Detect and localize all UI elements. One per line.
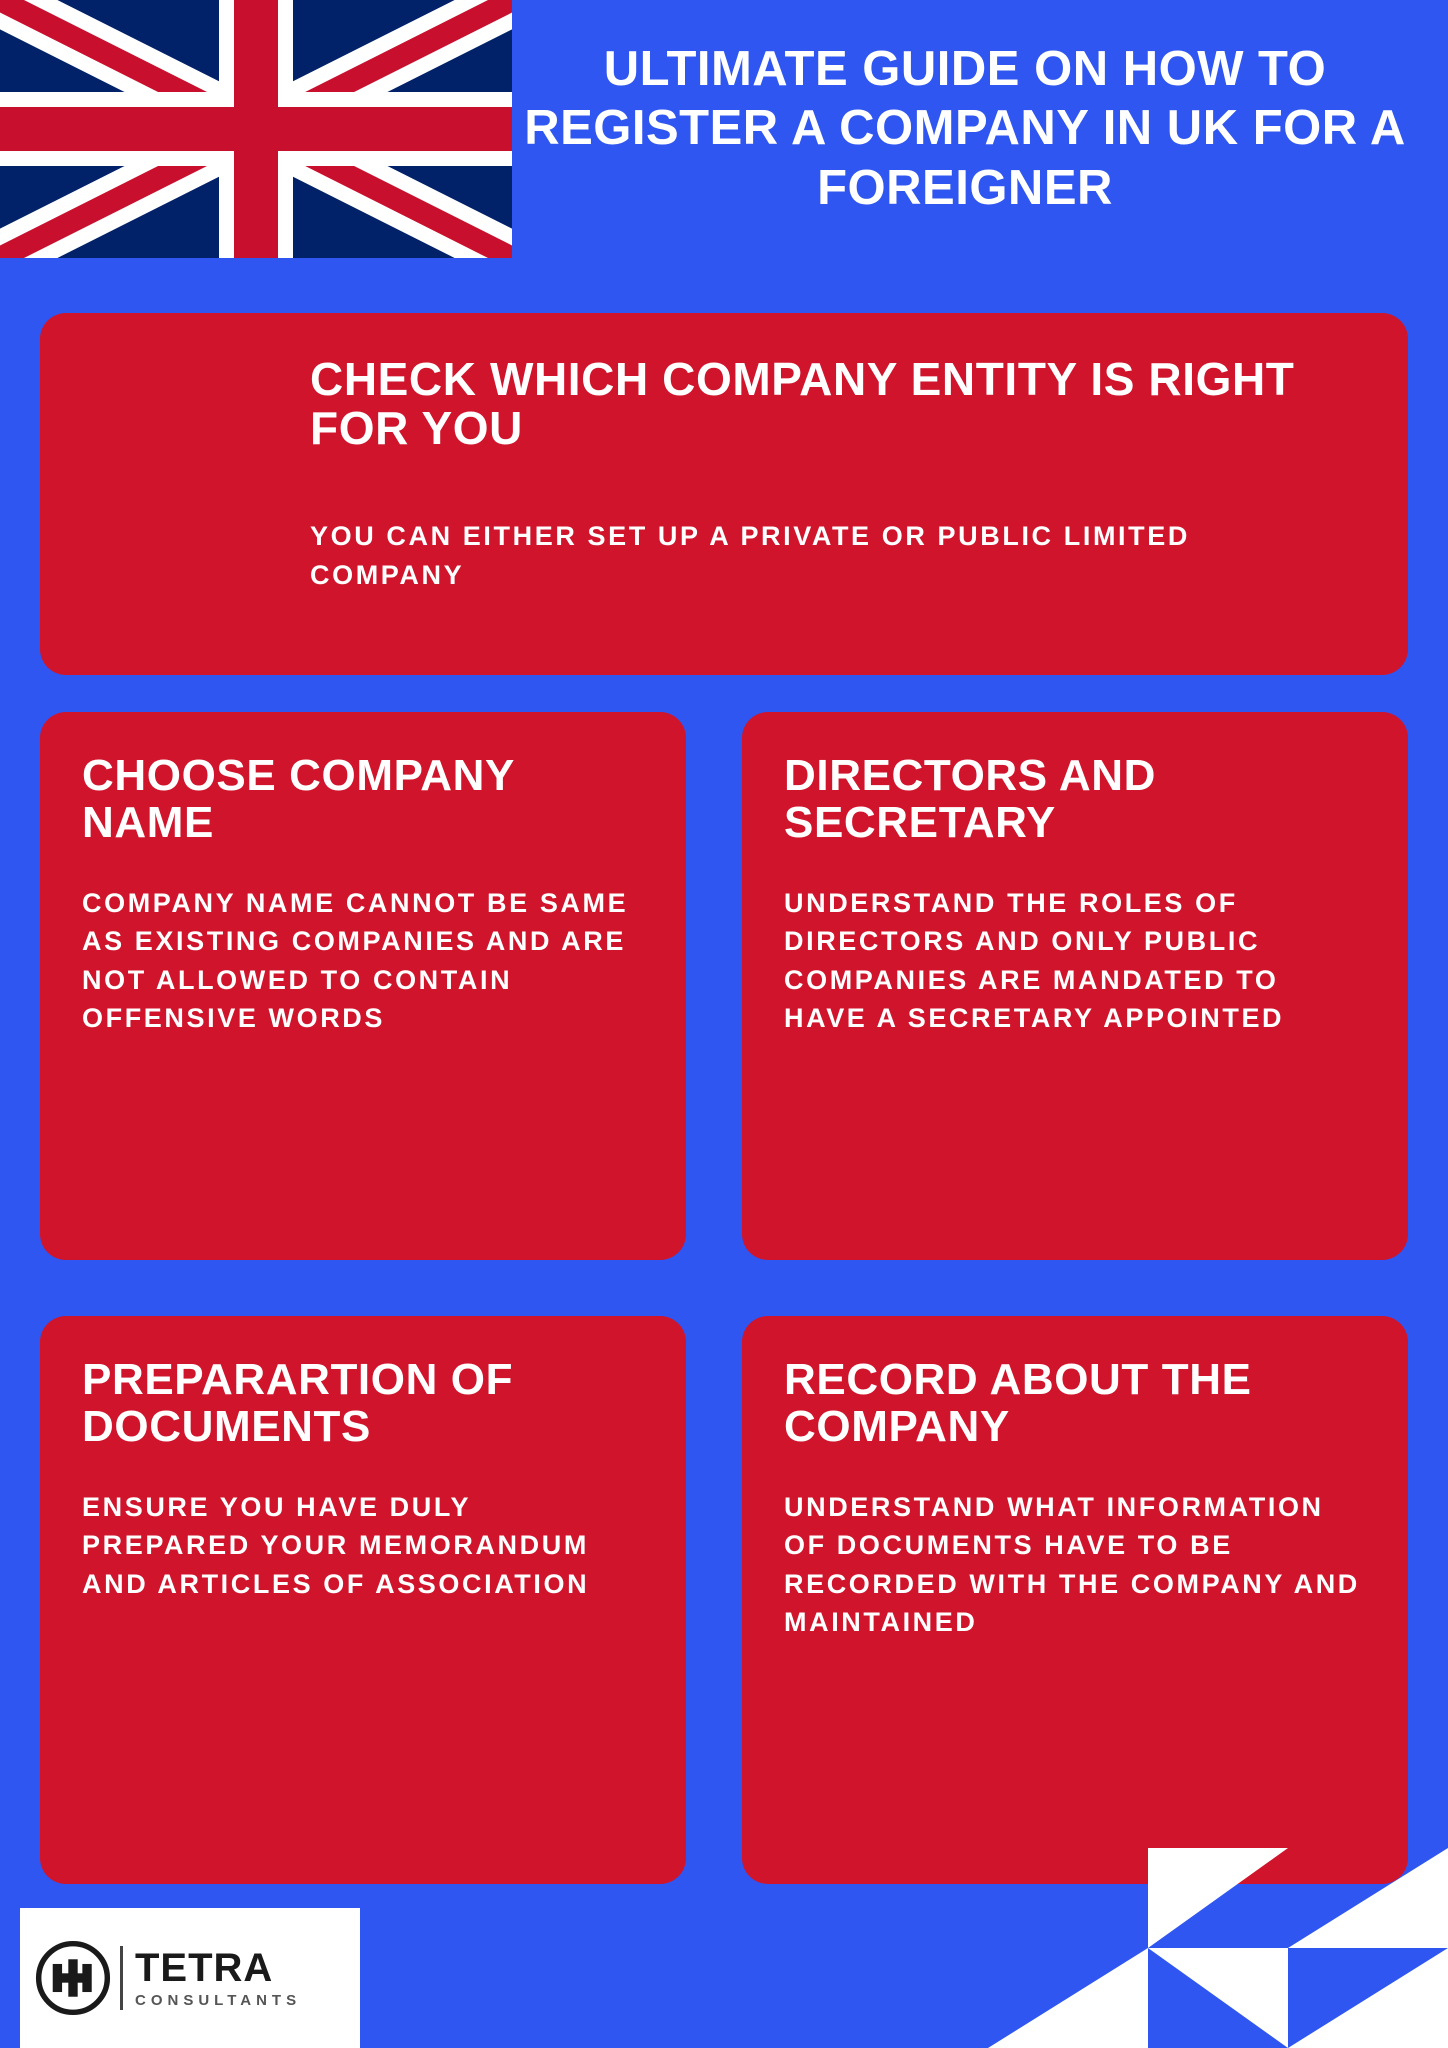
card-title: RECORD ABOUT THE COMPANY — [784, 1355, 1252, 1452]
card-title: CHOOSE COMPANY NAME — [82, 751, 515, 848]
card-title: DIRECTORS AND SECRETARY — [784, 751, 1157, 848]
card-record-about-the-company — [742, 1316, 1408, 1884]
card-title: PREPARARTION OF DOCUMENTS — [82, 1355, 514, 1452]
card-title: CHECK WHICH COMPANY ENTITY IS RIGHT FOR YOU — [310, 353, 1295, 455]
triangles-decoration-icon — [988, 1848, 1448, 2048]
card-preparation-of-documents — [40, 1316, 686, 1884]
logo-name: TETRA — [135, 1946, 274, 1990]
card-body: COMPANY NAME CANNOT BE SAME AS EXISTING COMPANIES AND ARE NOT ALLOWED TO CONTAIN OFFENSIVE WORDS — [82, 888, 629, 1034]
logo-subtitle: CONSULTANTS — [135, 1992, 302, 2009]
card-body: UNDERSTAND THE ROLES OF DIRECTORS AND ONLY PUBLIC COMPANIES ARE MANDATED TO HAVE A SECRETARY APPOINTED — [784, 888, 1285, 1034]
uk-flag-icon — [0, 0, 512, 258]
logo-divider — [120, 1946, 123, 2010]
page-title: ULTIMATE GUIDE ON HOW TO REGISTER A COMPANY IN UK FOR A FOREIGNER — [524, 42, 1406, 215]
logo — [20, 1908, 360, 2048]
card-choose-company-name — [40, 712, 686, 1260]
card-body: ENSURE YOU HAVE DULY PREPARED YOUR MEMORANDUM AND ARTICLES OF ASSOCIATION — [82, 1492, 590, 1599]
card-body: YOU CAN EITHER SET UP A PRIVATE OR PUBLIC LIMITED COMPANY — [310, 521, 1190, 590]
card-body: UNDERSTAND WHAT INFORMATION OF DOCUMENTS HAVE TO BE RECORDED WITH THE COMPANY AND MAINTAINED — [784, 1492, 1360, 1638]
card-company-entity — [40, 313, 1408, 675]
header — [0, 0, 1448, 258]
tetra-monogram-icon — [34, 1939, 112, 2017]
card-directors-and-secretary — [742, 712, 1408, 1260]
